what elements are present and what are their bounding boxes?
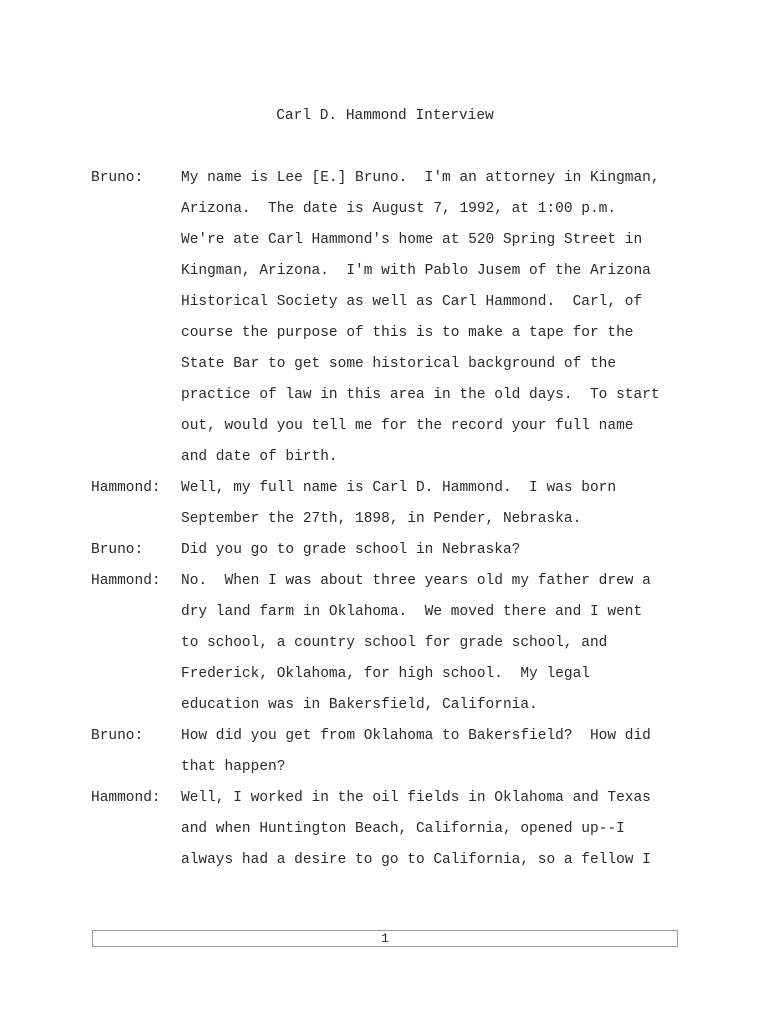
speaker-text: [181, 535, 691, 566]
text-line: Kingman, Arizona. I'm with Pablo Jusem of the Arizona: [181, 263, 651, 279]
transcript-turn: [91, 163, 691, 473]
text-line: No. When I was about three years old my father drew a: [181, 573, 651, 589]
text-line: Well, my full name is Carl D. Hammond. I was born: [181, 480, 617, 496]
text-line: Did you go to grade school in Nebraska?: [181, 542, 521, 558]
text-line: State Bar to get some historical background of the: [181, 356, 617, 372]
speaker-text: [181, 783, 691, 876]
text-line: dry land farm in Oklahoma. We moved there and I went: [181, 604, 643, 620]
text-line: practice of law in this area in the old days. To start: [181, 387, 660, 403]
speaker-label: Hammond:: [91, 480, 161, 496]
speaker-label: Bruno:: [91, 170, 144, 186]
speaker-text: [181, 721, 691, 783]
text-line: Arizona. The date is August 7, 1992, at 1:00 p.m.: [181, 201, 617, 217]
page-number: 1: [381, 931, 389, 946]
speaker-label: Hammond:: [91, 790, 161, 806]
text-line: How did you get from Oklahoma to Bakersfield? How did: [181, 728, 651, 744]
text-line: We're ate Carl Hammond's home at 520 Spring Street in: [181, 232, 643, 248]
text-line: Historical Society as well as Carl Hammond. Carl, of: [181, 294, 643, 310]
transcript-turn: [91, 721, 691, 783]
page-footer: [92, 930, 678, 947]
speaker-text: [181, 473, 691, 535]
text-line: course the purpose of this is to make a tape for the: [181, 325, 634, 341]
speaker-text: [181, 566, 691, 721]
transcript-turn: [91, 535, 691, 566]
text-line: September the 27th, 1898, in Pender, Nebraska.: [181, 511, 582, 527]
text-line: out, would you tell me for the record your full name: [181, 418, 634, 434]
text-line: to school, a country school for grade school, and: [181, 635, 608, 651]
text-line: education was in Bakersfield, California.: [181, 697, 538, 713]
speaker-label: Hammond:: [91, 573, 161, 589]
text-line: always had a desire to go to California, so a fellow I: [181, 852, 651, 868]
transcript-turn: [91, 566, 691, 721]
speaker-label: Bruno:: [91, 728, 144, 744]
document-title: Carl D. Hammond Interview: [276, 108, 494, 124]
transcript-turn: [91, 783, 691, 876]
transcript-turn: [91, 473, 691, 535]
text-line: My name is Lee [E.] Bruno. I'm an attorney in Kingman,: [181, 170, 660, 186]
text-line: that happen?: [181, 759, 286, 775]
speaker-label: Bruno:: [91, 542, 144, 558]
text-line: Well, I worked in the oil fields in Oklahoma and Texas: [181, 790, 651, 806]
interview-transcript: [91, 163, 691, 876]
text-line: Frederick, Oklahoma, for high school. My legal: [181, 666, 590, 682]
text-line: and when Huntington Beach, California, opened up--I: [181, 821, 625, 837]
text-line: and date of birth.: [181, 449, 338, 465]
speaker-text: [181, 163, 691, 473]
